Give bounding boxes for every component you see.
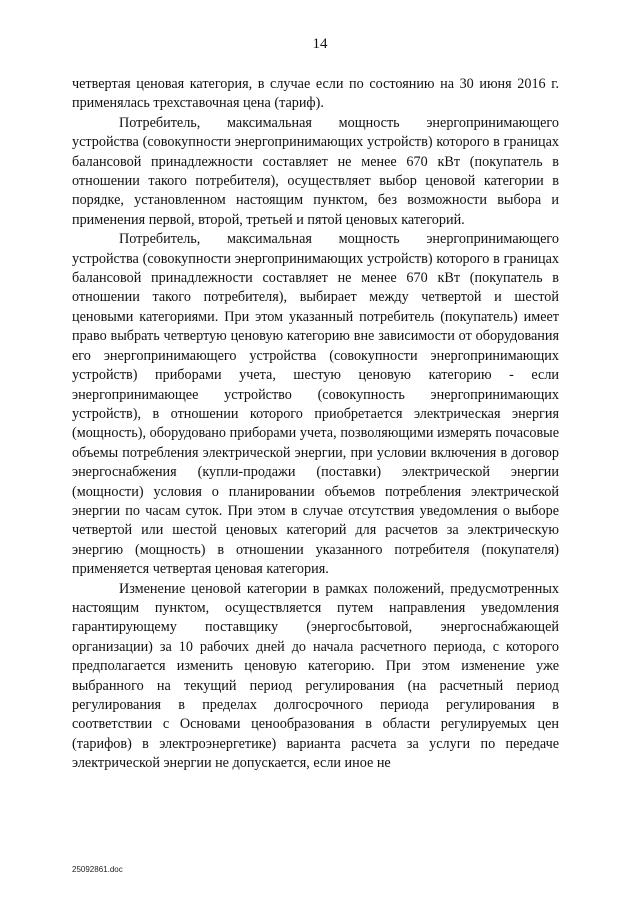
paragraph-consumer-fourth-sixth-category: Потребитель, максимальная мощность энергопринимающего устройства (совокупности энергопринимающих устройств) которого в границах балансовой принадлежности составляет не менее 670 кВт (покупатель в отношении такого потребителя), выбирает между четвертой и шестой ценовыми категориями. При этом указанный потребитель (покупатель) имеет право выбрать четвертую ценовую категорию вне зависимости от оборудования его энергопринимающего устройства (совокупности энергопринимающих устройств) приборами учета, шестую ценовую категорию - если энергопринимающее устройство (совокупность энергопринимающих устройств), в отношении которого приобретается электрическая энергия (мощность), оборудовано приборами учета, позволяющими измерять почасовые объемы потребления электрической энергии, при условии включения в договор энергоснабжения (купли-продажи (поставки) электрической энергии (мощности) условия о планировании объемов потребления электрической энергии по часам суток. При этом в случае отсутствия уведомления о выборе четвертой или шестой ценовых категорий для расчетов за электрическую энергию (мощность) в отношении указанного потребителя (покупателя) применяется четвертая ценовая категория. — [72, 231, 559, 578]
paragraph-continuation: четвертая ценовая категория, в случае если по состоянию на 30 июня 2016 г. применялась трехставочная цена (тариф). — [72, 76, 559, 112]
paragraph-category-change: Изменение ценовой категории в рамках положений, предусмотренных настоящим пунктом, осуществляется путем направления уведомления гарантирующему поставщику (энергосбытовой, энергоснабжающей организации) за 10 рабочих дней до начала расчетного периода, с которого предполагается изменить ценовую категорию. При этом изменение уже выбранного на текущий период регулирования (на расчетный период регулирования в пределах долгосрочного периода регулирования в соответствии с Основами ценообразования в области регулируемых цен (тарифов) в электроэнергетике) варианта расчета за услуги по передаче электрической энергии не допускается, если иное не — [72, 580, 559, 772]
page-number: 14 — [312, 36, 328, 52]
document-body — [72, 75, 559, 774]
paragraph-consumer-price-category-choice: Потребитель, максимальная мощность энергопринимающего устройства (совокупности энергопринимающих устройств) которого в границах балансовой принадлежности составляет не менее 670 кВт (покупатель в отношении такого потребителя), осуществляет выбор ценовой категории в порядке, установленном настоящим пунктом, без возможности выбора и применения первой, второй, третьей и пятой ценовых категорий. — [72, 114, 559, 228]
footer-file-name: 25092861.doc — [72, 865, 123, 874]
